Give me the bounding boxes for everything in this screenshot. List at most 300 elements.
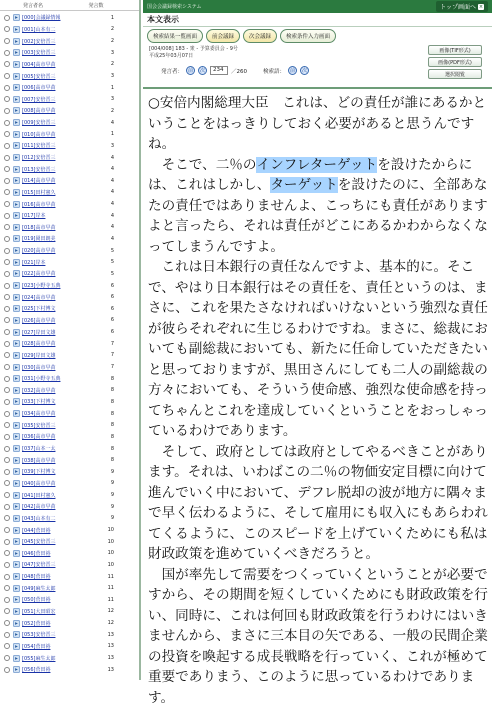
select-checkbox[interactable]: [4, 457, 10, 463]
speech-count: 10: [84, 562, 114, 568]
speech-pager: [161, 66, 309, 75]
select-checkbox[interactable]: [4, 259, 10, 265]
speaker-row: [0, 35, 139, 47]
speaker-icon: [13, 364, 20, 371]
search-conditions-button[interactable]: 検索条件入力画面: [280, 29, 336, 43]
speaker-row: [0, 70, 139, 82]
select-checkbox[interactable]: [4, 469, 10, 475]
select-checkbox[interactable]: [4, 399, 10, 405]
speech-count: 1: [84, 85, 114, 91]
speech-count: 4: [84, 213, 114, 219]
speaker-icon: [13, 38, 20, 45]
speaker-name-link[interactable]: [000]会議録情報: [22, 14, 84, 21]
select-checkbox[interactable]: [4, 574, 10, 580]
speech-count: 7: [84, 352, 114, 358]
side-buttons: [428, 45, 482, 79]
speaker-name-link[interactable]: [013]安倍晋三: [22, 166, 84, 173]
speaker-row: [0, 233, 139, 245]
select-checkbox[interactable]: [4, 352, 10, 358]
select-checkbox[interactable]: [4, 50, 10, 56]
speech-count: 10: [84, 550, 114, 556]
select-checkbox[interactable]: [4, 585, 10, 591]
select-view-button[interactable]: 選択閲覧: [428, 69, 482, 79]
speaker-name-link[interactable]: [015]田村憲久: [22, 189, 84, 196]
speech-count: 8: [84, 376, 114, 382]
speech-count: 8: [84, 422, 114, 428]
text-segment: を設けたのに、全部あなたの責任ではありませんよ、こっちにも責任がありますよと言ったら、それは責任がどこにあるかわからなくなってしまうんですよ。: [148, 177, 488, 255]
speaker-icon: [13, 317, 20, 324]
select-checkbox[interactable]: [4, 376, 10, 382]
speaker-icon: [13, 375, 20, 382]
speaker-icon: [13, 142, 20, 149]
prev-record-button[interactable]: 前会議録: [206, 29, 240, 43]
speech-count: 3: [84, 50, 114, 56]
next-hit-button[interactable]: 次: [300, 66, 309, 75]
speech-count: 4: [84, 201, 114, 207]
speech-paragraph: そして、政府としては政府としてやるべきことがあります。それは、いわばこの二％の物価安定目標に向けて進んでいく中において、デフレ脱却の波が地方に隅々まで早く伝わるように、そして雇用にも収入にもあらわれてくるように、このスピードを上げていくためにも私は財政政策を進めていくべきだろうと。: [148, 442, 488, 565]
speaker-icon: [13, 212, 20, 219]
speaker-name-link[interactable]: [035]安倍晋三: [22, 422, 84, 429]
speaker-icon: [13, 410, 20, 417]
speaker-icon: [13, 61, 20, 68]
speech-count: 4: [84, 189, 114, 195]
speaker-name-link[interactable]: [006]高市早苗: [22, 84, 84, 91]
speaker-row: [0, 629, 139, 641]
select-checkbox[interactable]: [4, 446, 10, 452]
select-checkbox[interactable]: [4, 155, 10, 161]
speaker-row: [0, 280, 139, 292]
speaker-name-link[interactable]: [052]菅田裕: [22, 620, 84, 627]
speaker-row: [0, 187, 139, 199]
speaker-icon: [13, 119, 20, 126]
select-checkbox[interactable]: [4, 492, 10, 498]
speech-count: 10: [84, 539, 114, 545]
speaker-name-link[interactable]: [028]高市早苗: [22, 340, 84, 347]
speaker-row: [0, 152, 139, 164]
top-button-label: トップ画面へ: [440, 2, 476, 11]
speaker-name-link[interactable]: [045]安倍晋三: [22, 538, 84, 545]
speaker-row: [0, 582, 139, 594]
speaker-icon: [13, 294, 20, 301]
header-speech-count: 発言数: [66, 2, 126, 9]
select-checkbox[interactable]: [4, 294, 10, 300]
speaker-icon: [13, 107, 20, 114]
speaker-icon: [13, 515, 20, 522]
select-checkbox[interactable]: [4, 61, 10, 67]
select-checkbox[interactable]: [4, 131, 10, 137]
speaker-row: [0, 536, 139, 548]
meeting-info: [004/008] 183 - 衆 - 予算委員会 - 9号: [149, 45, 238, 52]
speaker-name-link[interactable]: [004]高市早苗: [22, 61, 84, 68]
speaker-icon: [13, 305, 20, 312]
select-checkbox[interactable]: [4, 248, 10, 254]
speaker-row: [0, 12, 139, 24]
select-checkbox[interactable]: [4, 15, 10, 21]
speaker-icon: [13, 620, 20, 627]
speech-count: 4: [84, 166, 114, 172]
speaker-name-link[interactable]: [048]菅田裕: [22, 573, 84, 580]
system-title: 国会会議録検索システム: [147, 3, 202, 10]
speech-count: 1: [84, 15, 114, 21]
select-checkbox[interactable]: [4, 422, 10, 428]
speaker-row: [0, 82, 139, 94]
speaker-icon: [13, 445, 20, 452]
speaker-name-link[interactable]: [038]高市早苗: [22, 457, 84, 464]
select-checkbox[interactable]: [4, 597, 10, 603]
speaker-name-link[interactable]: [003]安倍晋三: [22, 49, 84, 56]
speaker-row: [0, 489, 139, 501]
speech-paragraph: これは日本銀行の責任なんですよ、基本的に。そこで、やはり日本銀行はその責任を、責任というのは、まさに、これを果たさなければいけないという強烈な責任が彼らそれぞれに生じるわけですね。まさに、総裁においても副総裁においても、新たに任命していただきたいと思っておりますが、黒田さんにしても二人の副総裁の方々においても、そういう使命感、強烈な使命感を持ってちゃんとこれを達成していくということをおっしゃっているわけであります。: [148, 257, 488, 442]
speaker-row: [0, 93, 139, 105]
speech-count: 3: [84, 96, 114, 102]
image-pdf-button[interactable]: 画像(PDF形式): [428, 57, 482, 67]
speech-count: 5: [84, 259, 114, 265]
speaker-name-link[interactable]: [018]高市早苗: [22, 224, 84, 231]
speech-total: ／260: [231, 67, 247, 75]
speaker-icon: [13, 14, 20, 21]
speaker-icon: [13, 270, 20, 277]
speaker-icon: [13, 166, 20, 173]
image-tif-button[interactable]: 画像(TIF形式): [428, 45, 482, 55]
speaker-row: [0, 105, 139, 117]
speaker-name-link[interactable]: [036]高市早苗: [22, 433, 84, 440]
speaker-row: [0, 419, 139, 431]
speaker-name-link[interactable]: [042]高市早苗: [22, 503, 84, 510]
speaker-name-link[interactable]: [020]高市早苗: [22, 247, 84, 254]
speaker-name-link[interactable]: [034]高市早苗: [22, 410, 84, 417]
speaker-name-link[interactable]: [001]山本有二: [22, 26, 84, 33]
select-checkbox[interactable]: [4, 73, 10, 79]
speaker-row: [0, 396, 139, 408]
prev-speech-button[interactable]: 前: [186, 66, 195, 75]
speaker-name-link[interactable]: [051]大田昭宏: [22, 608, 84, 615]
speaker-row: [0, 315, 139, 327]
select-checkbox[interactable]: [4, 527, 10, 533]
nav-buttons: [143, 27, 492, 45]
highlighted-term: インフレターゲット: [256, 157, 377, 173]
speech-count: 4: [84, 120, 114, 126]
speaker-icon: [13, 282, 20, 289]
speaker-row: [0, 501, 139, 513]
speaker-name-link[interactable]: [007]安倍晋三: [22, 96, 84, 103]
speaker-name-link[interactable]: [005]安倍晋三: [22, 73, 84, 80]
top-button[interactable]: [436, 1, 488, 12]
select-checkbox[interactable]: [4, 480, 10, 486]
speech-count: 4: [84, 178, 114, 184]
speaker-name-link[interactable]: [026]高市早苗: [22, 317, 84, 324]
speech-count: 8: [84, 457, 114, 463]
speaker-row: [0, 210, 139, 222]
speech-count: 3: [84, 143, 114, 149]
select-checkbox[interactable]: [4, 632, 10, 638]
select-checkbox[interactable]: [4, 108, 10, 114]
select-checkbox[interactable]: [4, 562, 10, 568]
select-checkbox[interactable]: [4, 643, 10, 649]
speaker-name-link[interactable]: [054]菅田裕: [22, 643, 84, 650]
select-checkbox[interactable]: [4, 364, 10, 370]
speaker-row: [0, 245, 139, 257]
select-checkbox[interactable]: [4, 96, 10, 102]
speech-count: 7: [84, 364, 114, 370]
speaker-icon: [13, 96, 20, 103]
select-checkbox[interactable]: [4, 306, 10, 312]
speech-count: 9: [84, 492, 114, 498]
speaker-name-link[interactable]: [024]高市早苗: [22, 294, 84, 301]
speaker-icon: [13, 73, 20, 80]
speaker-icon: [13, 398, 20, 405]
select-checkbox[interactable]: [4, 539, 10, 545]
speaker-icon: [13, 189, 20, 196]
select-checkbox[interactable]: [4, 620, 10, 626]
speaker-name-link[interactable]: [029]岸田文雄: [22, 352, 84, 359]
main-pane: [143, 0, 492, 680]
speaker-name-link[interactable]: [016]高市早苗: [22, 201, 84, 208]
speaker-rows: [0, 11, 139, 676]
next-record-button[interactable]: 次会議録: [243, 29, 277, 43]
speech-count: 6: [84, 317, 114, 323]
speaker-row: [0, 24, 139, 36]
select-checkbox[interactable]: [4, 515, 10, 521]
speaker-list-header: [0, 0, 139, 11]
speaker-row: [0, 175, 139, 187]
speech-count: 5: [84, 248, 114, 254]
speaker-row: [0, 268, 139, 280]
speaker-icon: [13, 247, 20, 254]
speaker-name-link[interactable]: [019]岡田朗美: [22, 235, 84, 242]
text-segment: を設けたからには、これはしかし、: [148, 157, 472, 194]
speech-count: 2: [84, 108, 114, 114]
speech-count: 6: [84, 329, 114, 335]
speaker-icon: [13, 422, 20, 429]
speaker-row: [0, 443, 139, 455]
speech-paragraph: 国が率先して需要をつくっていくということが必要ですから、その期間を短くしていくためにも財政政策を行い、同時に、これは何回も財政政策を行うわけにはいきませんから、まさに三本目の矢である、一般の民間企業の投資を喚起する成長戦略を行っていく、これが極めて重要でありまう、このように思っているわけであります。: [148, 565, 488, 708]
select-checkbox[interactable]: [4, 26, 10, 32]
speaker-row: [0, 361, 139, 373]
speaker-row: [0, 617, 139, 629]
speaker-row: [0, 256, 139, 268]
speech-count: 2: [84, 38, 114, 44]
speaker-name-link[interactable]: [044]菅田裕: [22, 527, 84, 534]
divider: [143, 87, 492, 89]
select-checkbox[interactable]: [4, 85, 10, 91]
select-checkbox[interactable]: [4, 329, 10, 335]
select-checkbox[interactable]: [4, 189, 10, 195]
speech-count: 7: [84, 341, 114, 347]
speaker-icon: [13, 259, 20, 266]
speech-count: 8: [84, 411, 114, 417]
meeting-date: 平成25年03月07日: [149, 52, 193, 59]
speaker-icon: [13, 235, 20, 242]
speech-count: 11: [84, 597, 114, 603]
speaker-icon: [13, 26, 20, 33]
speech-count: 4: [84, 224, 114, 230]
speaker-icon: [13, 457, 20, 464]
speaker-row: [0, 163, 139, 175]
header-speaker-name: 発言者名: [0, 2, 66, 9]
speaker-name-link[interactable]: [023]小野寺五典: [22, 282, 84, 289]
speech-count: 2: [84, 26, 114, 32]
speaker-icon: [13, 468, 20, 475]
speech-count: 13: [84, 632, 114, 638]
speaker-name-link[interactable]: [056]菅田裕: [22, 666, 84, 673]
speaker-row: [0, 652, 139, 664]
speaker-row: [0, 664, 139, 676]
next-speech-button[interactable]: 次: [198, 66, 207, 75]
select-checkbox[interactable]: [4, 213, 10, 219]
speaker-row: [0, 547, 139, 559]
speaker-name-link[interactable]: [046]菅田裕: [22, 550, 84, 557]
close-icon: ×: [478, 4, 484, 10]
search-term-label: 検索語：: [263, 67, 285, 75]
speaker-name-link[interactable]: [031]小野寺五典: [22, 375, 84, 382]
select-checkbox[interactable]: [4, 120, 10, 126]
speaker-row: [0, 117, 139, 129]
speech-count: 9: [84, 504, 114, 510]
speech-count: 9: [84, 469, 114, 475]
speech-count: 2: [84, 61, 114, 67]
select-checkbox[interactable]: [4, 166, 10, 172]
select-checkbox[interactable]: [4, 271, 10, 277]
speaker-name-link[interactable]: [047]安倍晋三: [22, 561, 84, 568]
select-checkbox[interactable]: [4, 38, 10, 44]
speaker-name-link[interactable]: [025]下村博文: [22, 305, 84, 312]
results-list-button[interactable]: 検索結果一覧画面: [147, 29, 203, 43]
highlighted-term: ターゲット: [270, 177, 337, 193]
speech-count: 5: [84, 271, 114, 277]
speaker-name-link[interactable]: [011]安倍晋三: [22, 142, 84, 149]
speaker-icon: [13, 480, 20, 487]
speaker-row: [0, 513, 139, 525]
speech-count: 12: [84, 620, 114, 626]
speaker-name-link[interactable]: [010]高市早苗: [22, 131, 84, 138]
speaker-icon: [13, 655, 20, 662]
speaker-icon: [13, 329, 20, 336]
speaker-row: [0, 594, 139, 606]
speech-count: 8: [84, 399, 114, 405]
speaker-name-link[interactable]: [033]下村博文: [22, 398, 84, 405]
select-checkbox[interactable]: [4, 504, 10, 510]
select-checkbox[interactable]: [4, 387, 10, 393]
prev-hit-button[interactable]: 前: [288, 66, 297, 75]
speaker-name-link[interactable]: [039]下村博文: [22, 468, 84, 475]
speaker-row: [0, 571, 139, 583]
speaker-icon: [13, 387, 20, 394]
speaker-name-link[interactable]: [027]岸田文雄: [22, 329, 84, 336]
speaker-name-link[interactable]: [041]田村憲久: [22, 492, 84, 499]
speaker-row: [0, 222, 139, 234]
speech-count: 9: [84, 480, 114, 486]
speaker-icon: [13, 352, 20, 359]
speaker-name-link[interactable]: [053]安倍晋三: [22, 631, 84, 638]
speaker-name-link[interactable]: [049]麻生太郎: [22, 585, 84, 592]
speech-count: 1: [84, 131, 114, 137]
speaker-icon: [13, 340, 20, 347]
speaker-name-link[interactable]: [002]安倍晋三: [22, 38, 84, 45]
speech-count: 4: [84, 236, 114, 242]
speaker-name-link[interactable]: [040]高市早苗: [22, 480, 84, 487]
speech-count: 8: [84, 387, 114, 393]
speaker-row: [0, 385, 139, 397]
select-checkbox[interactable]: [4, 224, 10, 230]
speaker-name-link[interactable]: [037]山本一太: [22, 445, 84, 452]
select-checkbox[interactable]: [4, 236, 10, 242]
speech-count: 4: [84, 155, 114, 161]
speaker-icon: [13, 573, 20, 580]
speaker-icon: [13, 550, 20, 557]
title-bar: [143, 0, 492, 13]
speaker-icon: [13, 643, 20, 650]
select-checkbox[interactable]: [4, 317, 10, 323]
select-checkbox[interactable]: [4, 434, 10, 440]
speaker-icon: [13, 666, 20, 673]
speaker-name-link[interactable]: [021]岸本: [22, 259, 84, 266]
select-checkbox[interactable]: [4, 608, 10, 614]
select-checkbox[interactable]: [4, 667, 10, 673]
speaker-row: [0, 198, 139, 210]
speech-count: 8: [84, 446, 114, 452]
speaker-row: [0, 291, 139, 303]
speaker-icon: [13, 154, 20, 161]
speaker-name-link[interactable]: [009]安倍晋三: [22, 119, 84, 126]
speaker-row: [0, 140, 139, 152]
speech-count: 11: [84, 574, 114, 580]
record-info: [147, 45, 488, 87]
speech-count: 12: [84, 608, 114, 614]
speaker-name-link[interactable]: [043]山本有二: [22, 515, 84, 522]
speech-number-input[interactable]: 234: [210, 66, 228, 75]
speaker-row: [0, 303, 139, 315]
speaker-row: [0, 128, 139, 140]
speech-count: 3: [84, 73, 114, 79]
speaker-row: [0, 431, 139, 443]
speaker-icon: [13, 527, 20, 534]
select-checkbox[interactable]: [4, 655, 10, 661]
speaker-name-link[interactable]: [030]高市早苗: [22, 364, 84, 371]
speaker-icon: [13, 84, 20, 91]
speaker-name-link[interactable]: [032]高市早苗: [22, 387, 84, 394]
speaker-row: [0, 338, 139, 350]
speaker-row: [0, 466, 139, 478]
select-checkbox[interactable]: [4, 283, 10, 289]
speaker-name-link[interactable]: [012]安倍晋三: [22, 154, 84, 161]
speaker-name-link[interactable]: [050]菅田裕: [22, 596, 84, 603]
speaker-name-link[interactable]: [022]高市早苗: [22, 270, 84, 277]
speaker-row: [0, 559, 139, 571]
select-checkbox[interactable]: [4, 341, 10, 347]
speaker-icon: [13, 201, 20, 208]
speaker-name-link[interactable]: [017]岸本: [22, 212, 84, 219]
speech-count: 6: [84, 306, 114, 312]
select-checkbox[interactable]: [4, 550, 10, 556]
select-checkbox[interactable]: [4, 143, 10, 149]
speaker-icon: [13, 224, 20, 231]
select-checkbox[interactable]: [4, 411, 10, 417]
speaker-row: [0, 524, 139, 536]
speaker-name-link[interactable]: [008]高市早苗: [22, 107, 84, 114]
speech-count: 6: [84, 294, 114, 300]
speaker-name-link[interactable]: [014]高市早苗: [22, 177, 84, 184]
select-checkbox[interactable]: [4, 201, 10, 207]
speech-count: 13: [84, 667, 114, 673]
select-checkbox[interactable]: [4, 178, 10, 184]
speaker-row: [0, 606, 139, 618]
speaker-row: [0, 641, 139, 653]
speech-count: 6: [84, 283, 114, 289]
speaker-row: [0, 408, 139, 420]
speaker-icon: [13, 538, 20, 545]
speaker-row: [0, 59, 139, 71]
speaker-name-link[interactable]: [055]麻生太郎: [22, 655, 84, 662]
